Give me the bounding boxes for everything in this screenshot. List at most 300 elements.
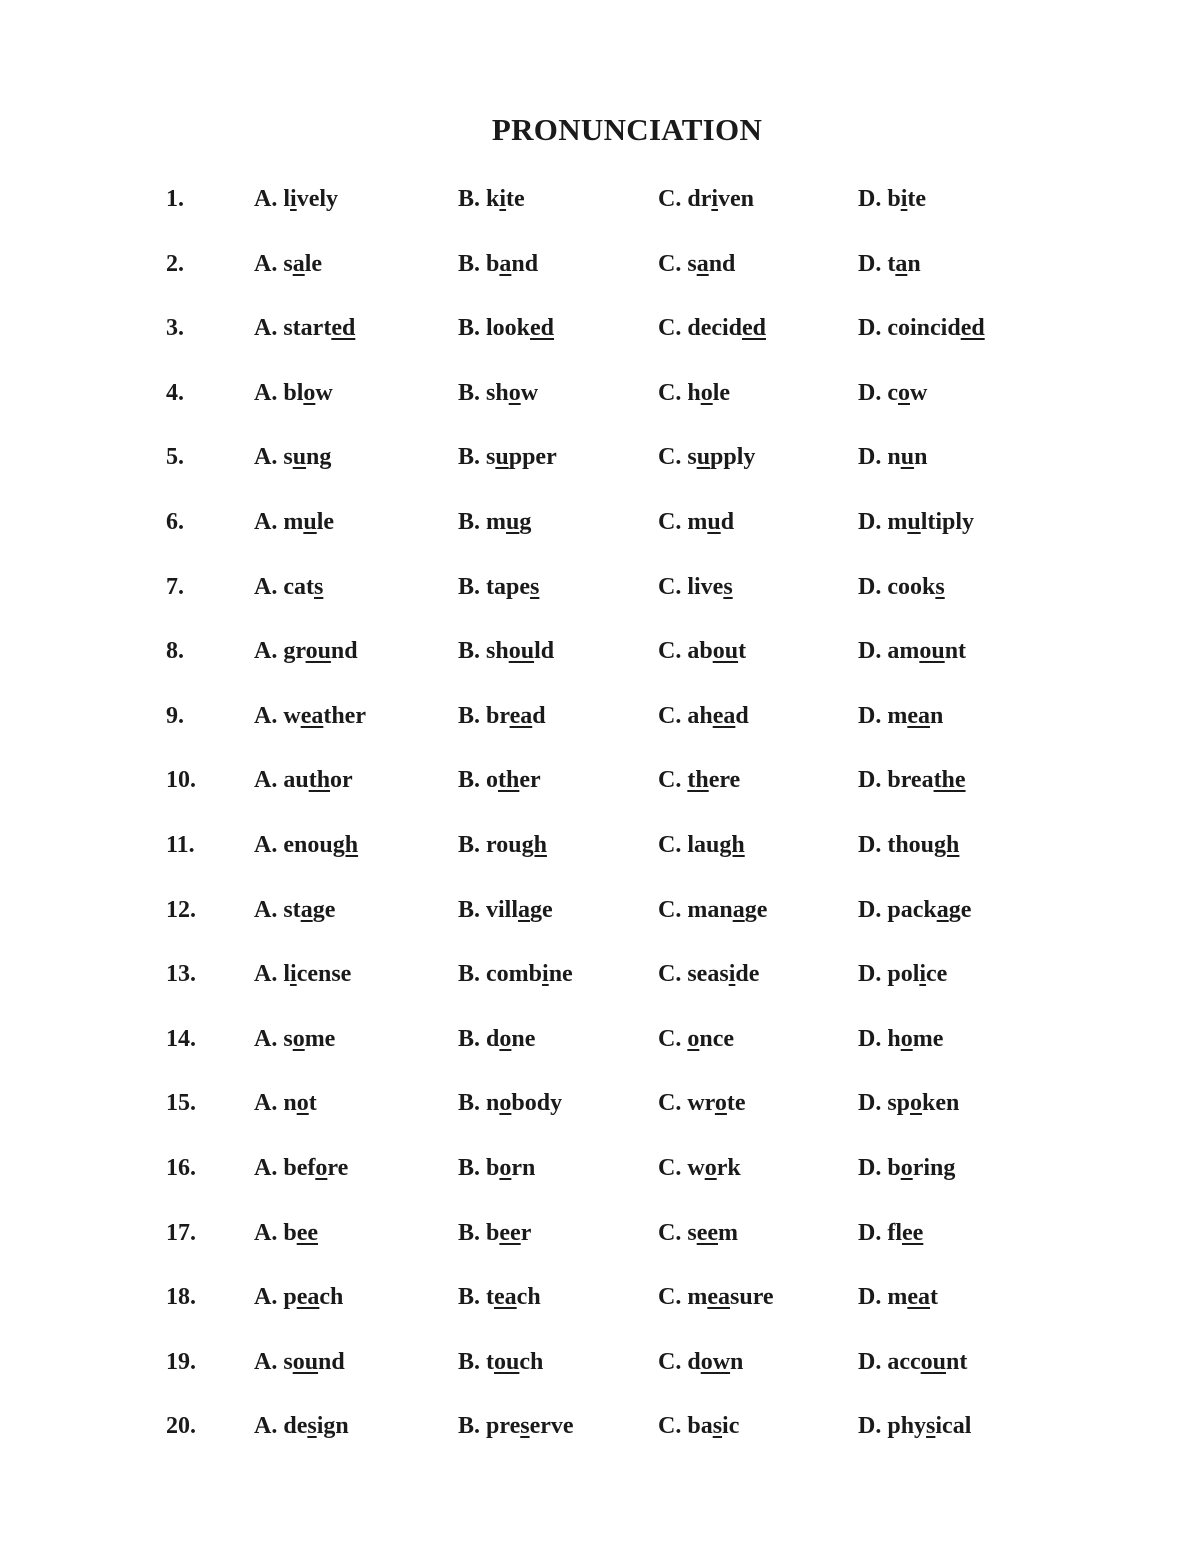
option-letter: B. <box>458 250 481 277</box>
option-c <box>658 440 755 474</box>
underlined-sound: ou <box>494 1348 520 1375</box>
option-letter: A. <box>254 573 278 600</box>
option-a <box>254 247 322 281</box>
word-prefix: m <box>687 509 708 535</box>
word-prefix: b <box>486 250 500 277</box>
option-b <box>458 1409 574 1443</box>
option-letter: C. <box>658 1090 682 1117</box>
option-d <box>858 311 985 345</box>
word-suffix: ge <box>530 896 553 923</box>
option-letter: B. <box>458 573 481 600</box>
option-letter: B. <box>458 702 481 729</box>
word-prefix: m <box>887 509 908 535</box>
question-row <box>0 182 1200 216</box>
word-suffix: le <box>712 379 731 406</box>
underlined-sound: u <box>303 509 317 535</box>
option-b <box>458 440 557 474</box>
option-letter: B. <box>458 509 481 535</box>
underlined-sound: s <box>307 1413 317 1440</box>
question-number: 8. <box>166 638 184 665</box>
question-row <box>0 893 1200 927</box>
word-suffix: g <box>519 509 532 535</box>
word-suffix: rn <box>511 1155 536 1181</box>
option-letter: B. <box>458 1090 481 1117</box>
word-prefix: s <box>283 444 293 471</box>
word-prefix: ah <box>687 702 713 729</box>
word-prefix: cat <box>283 573 314 600</box>
option-d <box>858 699 943 733</box>
word-suffix: d <box>735 702 749 729</box>
word-prefix: man <box>687 896 733 923</box>
option-letter: A. <box>254 509 278 535</box>
underlined-sound: a <box>300 896 313 923</box>
word-prefix: comb <box>486 961 543 988</box>
option-b <box>458 570 539 604</box>
option-a <box>254 828 358 862</box>
underlined-sound: o <box>292 1025 305 1052</box>
underlined-sound: s <box>520 1413 530 1440</box>
underlined-sound: ea <box>300 702 324 729</box>
option-d <box>858 893 971 927</box>
option-c <box>658 505 734 539</box>
option-a <box>254 1280 343 1314</box>
option-letter: C. <box>658 702 682 729</box>
word-suffix: ign <box>316 1413 349 1440</box>
word-prefix: wr <box>687 1090 715 1117</box>
option-c <box>658 1409 739 1443</box>
word-suffix: rk <box>716 1155 741 1181</box>
option-letter: C. <box>658 1348 682 1375</box>
option-letter: C. <box>658 1025 682 1052</box>
underlined-sound: gh <box>332 832 359 858</box>
option-a <box>254 957 351 991</box>
word-suffix: ical <box>935 1413 972 1440</box>
word-prefix: b <box>486 1219 500 1246</box>
option-b <box>458 957 573 991</box>
underlined-sound: a <box>292 250 305 277</box>
option-letter: C. <box>658 315 682 342</box>
word-suffix: de <box>735 961 760 988</box>
word-prefix: coincid <box>887 315 961 342</box>
word-prefix: m <box>887 1284 908 1311</box>
word-suffix: nd <box>330 638 358 665</box>
option-letter: D. <box>858 896 882 923</box>
option-letter: C. <box>658 1219 682 1246</box>
underlined-sound: o <box>499 1155 512 1181</box>
word-suffix: t <box>308 1090 317 1117</box>
option-b <box>458 1151 535 1185</box>
option-letter: D. <box>858 509 882 535</box>
word-prefix: l <box>283 186 291 212</box>
question-row <box>0 570 1200 604</box>
option-letter: C. <box>658 573 682 600</box>
option-letter: A. <box>254 702 278 729</box>
option-a <box>254 376 333 410</box>
underlined-sound: gh <box>521 832 547 858</box>
option-c <box>658 182 754 216</box>
option-a <box>254 1022 335 1056</box>
word-suffix: nt <box>944 638 967 665</box>
underlined-sound: ea <box>707 1284 730 1311</box>
question-number: 11. <box>166 832 195 858</box>
question-number: 16. <box>166 1155 196 1181</box>
option-a <box>254 893 335 927</box>
option-c <box>658 893 767 927</box>
underlined-sound: i <box>499 186 507 212</box>
option-letter: C. <box>658 250 682 277</box>
word-suffix: te <box>506 186 525 212</box>
question-row <box>0 763 1200 797</box>
underlined-sound: a <box>696 250 709 277</box>
word-prefix: n <box>283 1090 297 1117</box>
underlined-sound: i <box>728 961 736 988</box>
underlined-sound: o <box>687 1025 700 1052</box>
question-row <box>0 311 1200 345</box>
word-prefix: st <box>283 896 301 923</box>
option-d <box>858 247 921 281</box>
option-letter: B. <box>458 379 481 406</box>
word-prefix: vill <box>486 896 519 923</box>
word-prefix: m <box>283 509 304 535</box>
option-letter: A. <box>254 315 278 342</box>
underlined-sound: ou <box>508 638 535 665</box>
option-letter: D. <box>858 767 882 794</box>
option-b <box>458 1086 562 1120</box>
option-letter: B. <box>458 1219 481 1246</box>
option-a <box>254 634 358 668</box>
option-c <box>658 1280 774 1314</box>
word-suffix: d <box>532 702 546 729</box>
option-d <box>858 634 966 668</box>
underlined-sound: i <box>542 961 549 988</box>
word-prefix: w <box>687 1155 705 1181</box>
page-title: PRONUNCIATION <box>491 112 763 147</box>
word-suffix: w <box>910 379 928 406</box>
option-letter: C. <box>658 896 682 923</box>
underlined-sound: u <box>292 444 307 471</box>
underlined-sound: ou <box>292 1348 319 1375</box>
word-suffix: me <box>304 1025 336 1052</box>
option-letter: A. <box>254 961 278 988</box>
option-letter: D. <box>858 1284 882 1311</box>
underlined-sound: u <box>707 509 721 535</box>
option-b <box>458 1280 541 1314</box>
word-prefix: fl <box>887 1219 903 1246</box>
option-letter: C. <box>658 767 682 794</box>
question-row <box>0 440 1200 474</box>
question-number: 17. <box>166 1219 196 1246</box>
word-suffix: ge <box>744 896 768 923</box>
option-b <box>458 634 554 668</box>
word-prefix: look <box>486 315 531 342</box>
word-suffix: m <box>718 1219 738 1246</box>
word-prefix: s <box>283 1025 293 1052</box>
option-letter: A. <box>254 1025 278 1052</box>
underlined-sound: o <box>700 379 713 406</box>
question-row <box>0 634 1200 668</box>
option-letter: A. <box>254 638 278 665</box>
question-row <box>0 1151 1200 1185</box>
word-prefix: w <box>283 702 301 729</box>
option-c <box>658 1151 741 1185</box>
word-suffix: body <box>511 1090 563 1117</box>
word-prefix: thou <box>887 832 935 858</box>
option-letter: C. <box>658 638 682 665</box>
underlined-sound: u <box>506 509 520 535</box>
question-number: 1. <box>166 186 184 212</box>
word-prefix: s <box>687 1219 697 1246</box>
word-prefix: seas <box>687 961 729 988</box>
word-prefix: gr <box>283 638 306 665</box>
word-prefix: b <box>887 186 901 212</box>
word-prefix: t <box>887 250 896 277</box>
question-row <box>0 1022 1200 1056</box>
word-prefix: n <box>486 1090 500 1117</box>
word-prefix: b <box>486 1155 500 1181</box>
word-prefix: bl <box>283 379 304 406</box>
option-letter: D. <box>858 638 882 665</box>
word-suffix: le <box>316 509 335 535</box>
option-letter: C. <box>658 509 682 535</box>
word-suffix: ch <box>319 1284 344 1311</box>
question-number: 18. <box>166 1284 196 1311</box>
word-suffix: nd <box>511 250 539 277</box>
option-letter: B. <box>458 1155 481 1181</box>
option-d <box>858 957 947 991</box>
option-d <box>858 1216 923 1250</box>
underlined-sound: ea <box>907 702 930 729</box>
word-prefix: enou <box>283 832 333 858</box>
word-prefix: sp <box>887 1090 911 1117</box>
word-suffix: n <box>930 702 944 729</box>
underlined-sound: u <box>495 444 509 471</box>
option-letter: A. <box>254 379 278 406</box>
word-prefix: start <box>283 315 332 342</box>
option-letter: B. <box>458 767 481 794</box>
question-row <box>0 1409 1200 1443</box>
question-row <box>0 1086 1200 1120</box>
underlined-sound: i <box>919 961 927 988</box>
underlined-sound: ed <box>960 315 985 342</box>
word-suffix: me <box>912 1025 944 1052</box>
underlined-sound: ou <box>920 1348 947 1375</box>
option-d <box>858 1345 967 1379</box>
option-c <box>658 570 733 604</box>
word-suffix: le <box>304 250 323 277</box>
underlined-sound: ee <box>296 1219 319 1246</box>
option-d <box>858 828 959 862</box>
question-number: 20. <box>166 1413 196 1440</box>
question-row <box>0 376 1200 410</box>
question-number: 7. <box>166 573 184 600</box>
underlined-sound: ea <box>494 1284 517 1311</box>
option-a <box>254 311 355 345</box>
word-suffix: ven <box>718 186 755 212</box>
question-number: 4. <box>166 379 184 406</box>
word-prefix: de <box>283 1413 308 1440</box>
underlined-sound: o <box>296 1090 309 1117</box>
word-suffix: vely <box>296 186 339 212</box>
option-c <box>658 957 759 991</box>
word-suffix: ne <box>511 1025 536 1052</box>
word-prefix: h <box>887 1025 901 1052</box>
option-a <box>254 763 353 797</box>
word-prefix: cook <box>887 573 936 600</box>
underlined-sound: ea <box>712 702 736 729</box>
option-a <box>254 699 366 733</box>
word-prefix: t <box>486 1348 495 1375</box>
word-suffix: ch <box>519 1348 544 1375</box>
word-prefix: b <box>887 1155 901 1181</box>
underlined-sound: ea <box>296 1284 320 1311</box>
word-prefix: phy <box>887 1413 927 1440</box>
option-letter: D. <box>858 961 882 988</box>
word-prefix: o <box>486 767 499 794</box>
word-suffix: or <box>330 767 353 794</box>
option-b <box>458 311 554 345</box>
word-suffix: n <box>730 1348 744 1375</box>
underlined-sound: ea <box>509 702 533 729</box>
word-prefix: bef <box>283 1155 316 1181</box>
option-c <box>658 699 749 733</box>
option-letter: D. <box>858 1155 882 1181</box>
underlined-sound: o <box>704 1155 717 1181</box>
question-number: 9. <box>166 702 184 729</box>
option-letter: C. <box>658 1155 682 1181</box>
option-a <box>254 505 334 539</box>
underlined-sound: o <box>910 1090 923 1117</box>
option-letter: A. <box>254 1413 278 1440</box>
word-prefix: k <box>486 186 500 212</box>
option-c <box>658 1022 734 1056</box>
option-b <box>458 1216 531 1250</box>
option-letter: D. <box>858 250 882 277</box>
option-b <box>458 247 538 281</box>
word-suffix: ge <box>312 896 336 923</box>
underlined-sound: u <box>907 509 921 535</box>
word-prefix: s <box>687 250 697 277</box>
option-letter: B. <box>458 1284 481 1311</box>
option-letter: C. <box>658 444 682 471</box>
underlined-sound: s <box>530 573 540 600</box>
question-row <box>0 957 1200 991</box>
underlined-sound: a <box>936 896 949 923</box>
word-prefix: d <box>486 1025 500 1052</box>
option-letter: D. <box>858 1025 882 1052</box>
word-suffix: n <box>914 444 928 471</box>
word-prefix: br <box>486 702 510 729</box>
option-a <box>254 182 338 216</box>
option-letter: D. <box>858 832 882 858</box>
question-row <box>0 699 1200 733</box>
word-suffix: ge <box>948 896 972 923</box>
option-d <box>858 1409 971 1443</box>
option-letter: A. <box>254 186 278 212</box>
option-b <box>458 828 547 862</box>
word-prefix: sh <box>486 638 509 665</box>
underlined-sound: s <box>314 573 324 600</box>
word-suffix: nce <box>699 1025 734 1052</box>
word-suffix: ring <box>912 1155 956 1181</box>
option-letter: B. <box>458 638 481 665</box>
underlined-sound: o <box>714 1090 727 1117</box>
word-suffix: t <box>930 1284 938 1311</box>
underlined-sound: a <box>895 250 908 277</box>
word-prefix: b <box>283 1219 297 1246</box>
option-a <box>254 1216 318 1250</box>
option-letter: B. <box>458 1348 481 1375</box>
word-prefix: p <box>283 1284 297 1311</box>
word-prefix: ba <box>687 1413 713 1440</box>
word-suffix: ic <box>722 1413 740 1440</box>
question-number: 3. <box>166 315 184 342</box>
option-d <box>858 1022 943 1056</box>
underlined-sound: gh <box>934 832 960 858</box>
underlined-sound: i <box>711 186 719 212</box>
option-d <box>858 182 926 216</box>
word-suffix: te <box>726 1090 746 1117</box>
word-prefix: brea <box>887 767 934 794</box>
word-suffix: ere <box>708 767 741 794</box>
option-b <box>458 376 538 410</box>
underlined-sound: o <box>499 1090 512 1117</box>
word-suffix: ld <box>534 638 555 665</box>
word-prefix: t <box>486 1284 495 1311</box>
underlined-sound: o <box>900 1025 913 1052</box>
underlined-sound: ea <box>907 1284 930 1311</box>
option-letter: B. <box>458 315 481 342</box>
option-letter: D. <box>858 702 882 729</box>
underlined-sound: th <box>498 767 520 794</box>
underlined-sound: o <box>499 1025 512 1052</box>
option-letter: C. <box>658 186 682 212</box>
question-row <box>0 247 1200 281</box>
option-letter: D. <box>858 315 882 342</box>
underlined-sound: u <box>900 444 915 471</box>
word-suffix: erve <box>529 1413 574 1440</box>
underlined-sound: u <box>696 444 711 471</box>
underlined-sound: s <box>926 1413 936 1440</box>
word-suffix: n <box>907 250 921 277</box>
underlined-sound: a <box>518 896 531 923</box>
word-prefix: decid <box>687 315 743 342</box>
option-letter: C. <box>658 1284 682 1311</box>
option-d <box>858 763 966 797</box>
underlined-sound: o <box>315 1155 328 1181</box>
word-prefix: sh <box>486 379 509 406</box>
question-number: 12. <box>166 896 196 923</box>
underlined-sound: ou <box>712 638 739 665</box>
option-letter: D. <box>858 379 882 406</box>
word-suffix: ne <box>548 961 573 988</box>
option-b <box>458 505 531 539</box>
option-letter: A. <box>254 1155 278 1181</box>
option-a <box>254 1151 348 1185</box>
word-suffix: re <box>327 1155 349 1181</box>
option-letter: B. <box>458 832 481 858</box>
word-suffix: nd <box>708 250 736 277</box>
option-c <box>658 828 745 862</box>
word-suffix: ng <box>306 444 332 471</box>
word-suffix: ce <box>926 961 948 988</box>
word-suffix: w <box>520 379 539 406</box>
word-prefix: s <box>283 250 293 277</box>
word-prefix: rou <box>486 832 522 858</box>
option-c <box>658 634 746 668</box>
word-prefix: s <box>687 444 697 471</box>
underlined-sound: ee <box>696 1219 718 1246</box>
word-prefix: au <box>283 767 309 794</box>
